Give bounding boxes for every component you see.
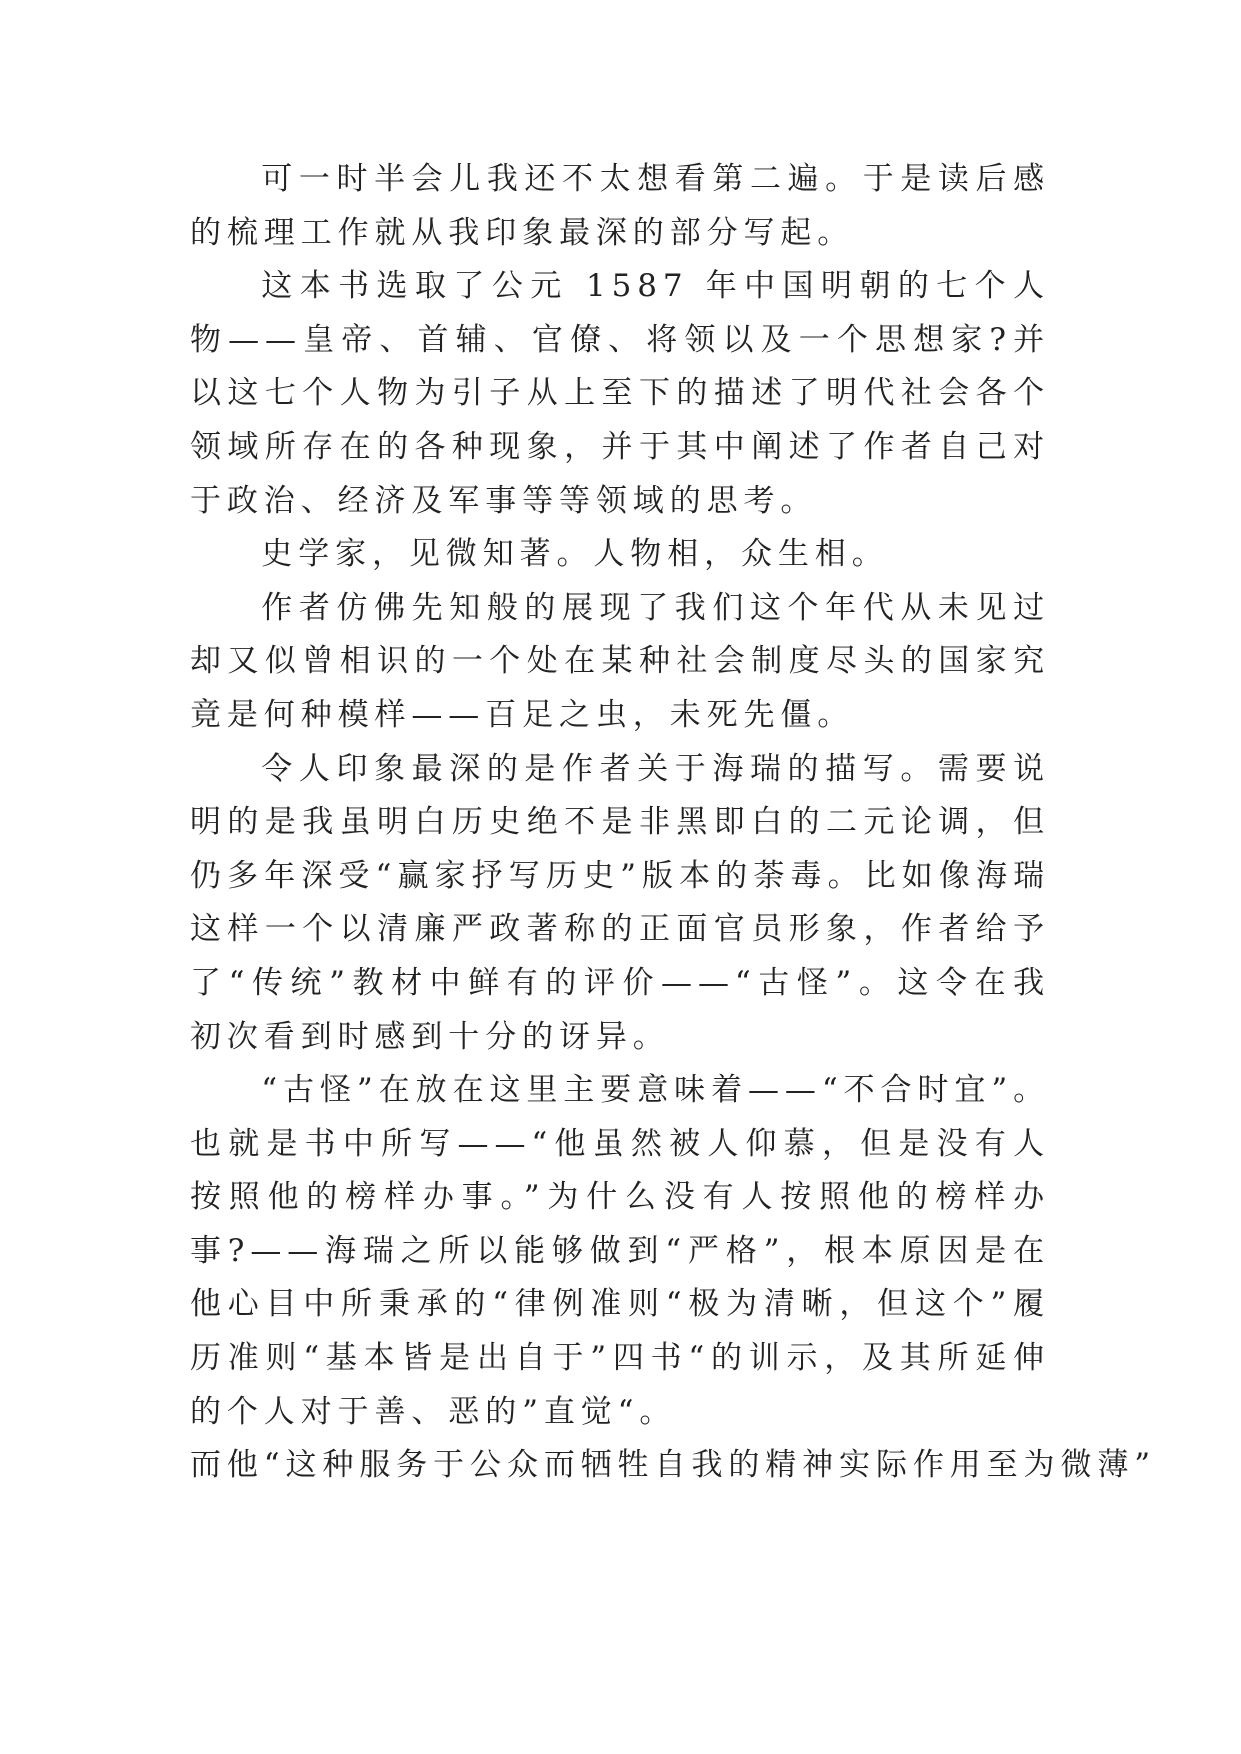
paragraph: 而他“这种服务于公众而牺牲自我的精神实际作用至为微薄”: [190, 1447, 1156, 1484]
paragraph: 可一时半会儿我还不太想看第二遍。于是读后感的梳理工作就从我印象最深的部分写起。: [190, 161, 1050, 251]
document-body: [190, 153, 1156, 1493]
paragraph: “古怪”在放在这里主要意味着——“不合时宜”。也就是书中所写——“他虽然被人仰慕，但是没有人按照他的榜样办事。”为什么没有人按照他的榜样办事?——海瑞之所以能够做到“严格”，根本原因是在他心目中所秉承的“律例准则“极为清晰，但这个”履历准则“基本皆是出自于”四书“的训示，及其所延伸的个人对于善、恶的”直觉“。: [190, 1072, 1050, 1430]
paragraph: 史学家，见微知著。人物相，众生相。: [261, 536, 889, 573]
paragraph: 作者仿佛先知般的展现了我们这个年代从未见过却又似曾相识的一个处在某种社会制度尽头的国家究竟是何种模样——百足之虫，未死先僵。: [190, 589, 1050, 733]
paragraph: 令人印象最深的是作者关于海瑞的描写。需要说明的是我虽明白历史绝不是非黑即白的二元论调，但仍多年深受“赢家抒写历史”版本的荼毒。比如像海瑞这样一个以清廉严政著称的正面官员形象，作者给予了“传统”教材中鲜有的评价——“古怪”。这令在我初次看到时感到十分的讶异。: [190, 750, 1050, 1055]
paragraph: 这本书选取了公元 1587 年中国明朝的七个人物——皇帝、首辅、官僚、将领以及一个思想家?并以这七个人物为引子从上至下的描述了明代社会各个领域所存在的各种现象，并于其中阐述了作者自己对于政治、经济及军事等等领域的思考。: [190, 268, 1050, 519]
